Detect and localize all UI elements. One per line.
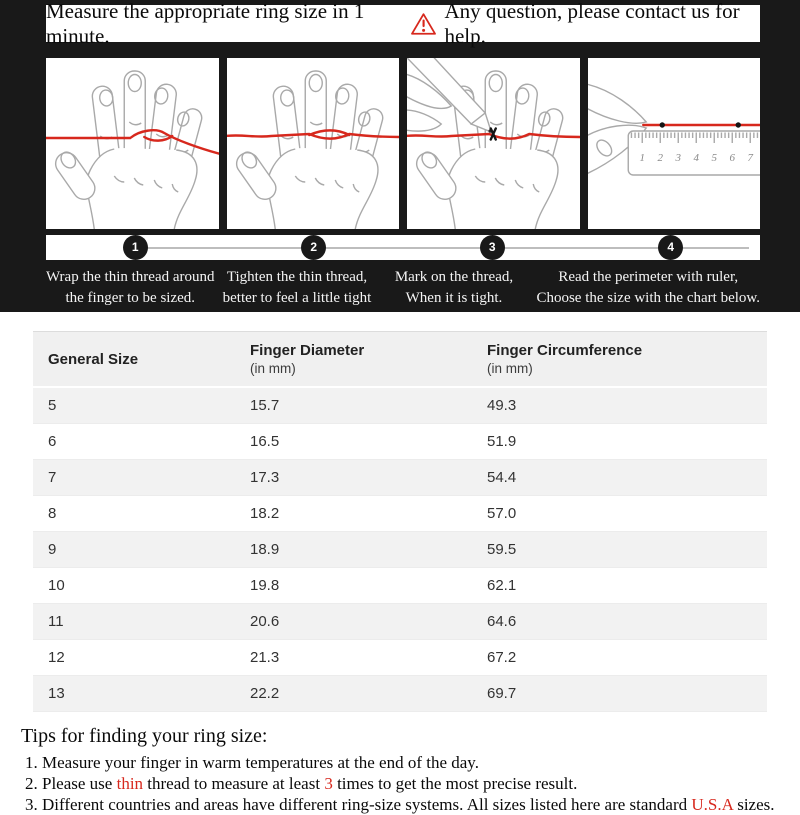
header-general-size: General Size [33,332,250,388]
ring-size-table-wrap [33,331,767,712]
ruler-number: 1 [639,152,645,164]
banner-contact-text: Any question, please contact us for help. [444,0,740,48]
table-row: 10 19.8 62.1 [33,568,767,604]
table-row: 11 20.6 64.6 [33,604,767,640]
ruler-number: 3 [675,152,681,164]
illustration-tighten-thread-icon [227,58,400,229]
table-row: 9 18.9 59.5 [33,532,767,568]
table-header-row [33,332,767,388]
step-badge-2: 2 [303,237,324,258]
tips-heading: Tips for finding your ring size: [21,725,268,747]
step-badge-3: 3 [482,237,503,258]
step-number-strip [46,235,760,260]
tip-item-1: 1. Measure your finger in warm temperatures at the end of the day. [25,753,479,772]
ruler-number: 4 [693,152,699,164]
tips-section [21,725,780,815]
table-row: 12 21.3 67.2 [33,640,767,676]
table-row: 6 16.5 51.9 [33,424,767,460]
illustration-panels [46,58,760,229]
table-row: 13 22.2 69.7 [33,676,767,712]
step-captions [46,267,760,309]
panel-step4 [588,58,761,229]
caption-step1: Wrap the thin thread around the finger to be sized. [46,269,215,306]
caption-step3: Mark on the thread, When it is tight. [394,269,514,306]
panel-step3 [407,58,580,229]
ruler-number: 5 [711,152,717,164]
illustration-wrap-thread-icon [46,58,219,229]
ruler-number: 6 [729,152,735,164]
step-badge-4: 4 [660,237,681,258]
instruction-hero [0,0,800,312]
caption-step2: Tighten the thin thread, better to feel a little tight [222,269,372,306]
table-row: 7 17.3 54.4 [33,460,767,496]
tip-item-3: 3. Different countries and areas have different ring-size systems. All sizes listed here are standard U.S.A sizes. [25,795,775,814]
highlight-thin: thin [116,774,144,793]
ruler-number: 2 [657,152,663,164]
highlight-usa: U.S.A [691,795,733,814]
banner-measure-text: Measure the appropriate ring size in 1 minute. [46,0,365,48]
table-row: 8 18.2 57.0 [33,496,767,532]
header-finger-diameter: Finger Diameter (in mm) [250,332,487,388]
panel-step2 [227,58,400,229]
header-finger-circumference: Finger Circumference (in mm) [487,332,767,388]
banner [46,0,760,48]
table-row: 5 15.7 49.3 [33,387,767,424]
tip-item-2: 2. Please use thin thread to measure at least 3 times to get the most precise result. [25,774,578,793]
illustration-ruler-measure-icon [588,58,761,229]
highlight-three: 3 [324,774,333,793]
illustration-mark-thread-icon [407,58,580,229]
panel-step1 [46,58,219,229]
warning-triangle-icon [410,12,437,36]
ring-size-table [33,331,767,712]
ruler-number: 7 [747,152,753,164]
step-badge-1: 1 [125,237,146,258]
caption-step4: Read the perimeter with ruler, Choose the size with the chart below. [536,269,761,306]
